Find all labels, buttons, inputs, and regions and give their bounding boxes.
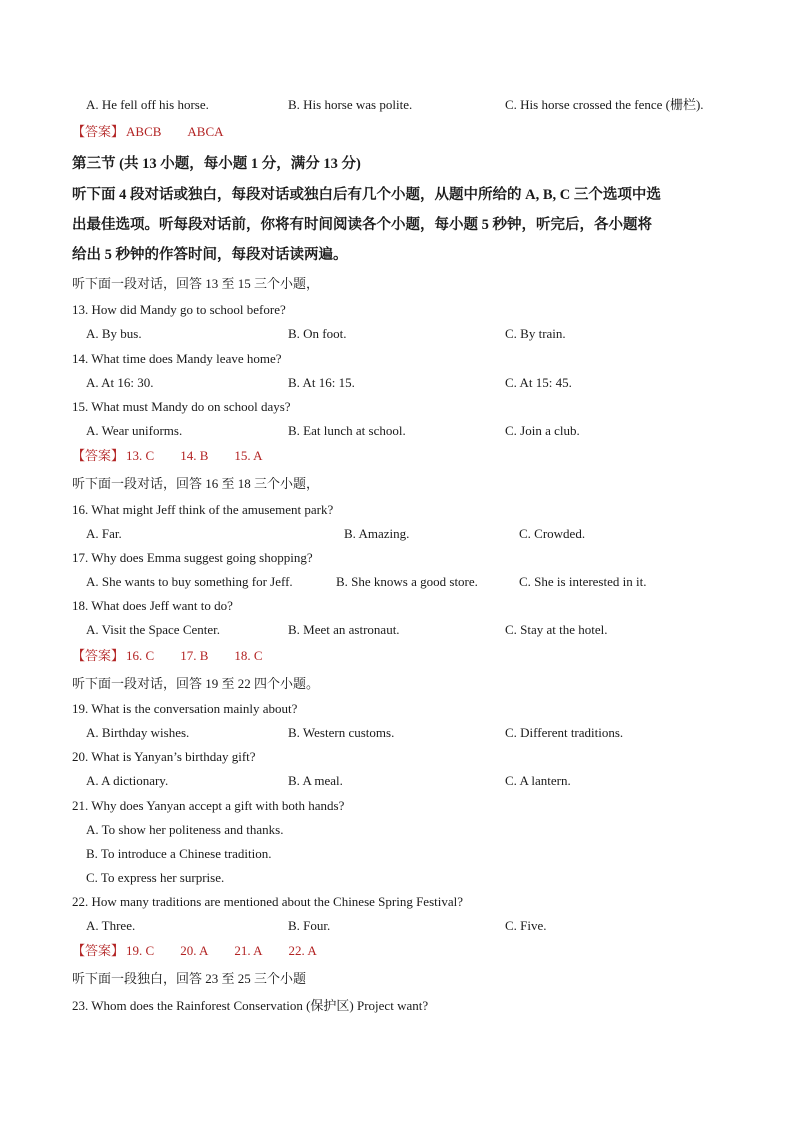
option-a: A. Visit the Space Center.	[86, 622, 221, 637]
answer-value: 18. C	[234, 648, 263, 663]
option-a: A. Wear uniforms.	[86, 423, 183, 438]
section-title: 第三节 (共 13 小题，每小题 1 分，满分 13 分)	[72, 156, 361, 172]
option-b: B. A meal.	[288, 773, 343, 788]
option-c: C. She is interested in it.	[519, 574, 647, 589]
question-18: 18. What does Jeff want to do?	[72, 598, 233, 613]
question-17: 17. Why does Emma suggest going shopping?	[72, 550, 313, 565]
option-a: A. At 16: 30.	[86, 375, 154, 390]
option-b: B. Four.	[288, 918, 331, 933]
option-a: A. Birthday wishes.	[86, 725, 190, 740]
q21-option-c: C. To express her surprise.	[86, 870, 225, 885]
monologue-intro-4: 听下面一段独白，回答 23 至 25 三个小题	[72, 971, 307, 986]
question-20: 20. What is Yanyan’s birthday gift?	[72, 749, 256, 764]
answer-value: 15. A	[234, 448, 263, 463]
option-a: A. Far.	[86, 526, 122, 541]
option-c: C. Stay at the hotel.	[505, 622, 608, 637]
option-c: C. Join a club.	[505, 423, 580, 438]
question-13: 13. How did Mandy go to school before?	[72, 302, 286, 317]
answer-value: 14. B	[180, 448, 209, 463]
option-a: A. He fell off his horse.	[86, 97, 209, 112]
option-b: B. Eat lunch at school.	[288, 423, 406, 438]
answer-line-3	[72, 647, 289, 665]
option-c: C. At 15: 45.	[505, 375, 572, 390]
dialogue-intro-1: 听下面一段对话，回答 13 至 15 三个小题，	[72, 276, 320, 291]
option-a: A. She wants to buy something for Jeff.	[86, 574, 293, 589]
option-c: C. Different traditions.	[505, 725, 624, 740]
option-c: C. By train.	[505, 326, 566, 341]
question-21: 21. Why does Yanyan accept a gift with both hands?	[72, 798, 345, 813]
question-14: 14. What time does Mandy leave home?	[72, 351, 282, 366]
instructions-line-1: 听下面 4 段对话或独白，每段对话或独白后有几个小题，从题中所给的 A, B, C 三个选项中选	[72, 187, 661, 203]
answer-value: 20. A	[180, 943, 209, 958]
option-b: B. His horse was polite.	[288, 97, 413, 112]
question-22: 22. How many traditions are mentioned about the Chinese Spring Festival?	[72, 894, 464, 909]
option-b: B. Amazing.	[344, 526, 410, 541]
answer-value: 13. C	[126, 448, 155, 463]
question-16: 16. What might Jeff think of the amusement park?	[72, 502, 334, 517]
instructions-line-2: 出最佳选项。听每段对话前，你将有时间阅读各个小题，每小题 5 秒钟，听完后，各小题将	[72, 217, 652, 233]
option-c: C. A lantern.	[505, 773, 571, 788]
option-b: B. Western customs.	[288, 725, 395, 740]
q21-option-a: A. To show her politeness and thanks.	[86, 822, 284, 837]
q21-option-b: B. To introduce a Chinese tradition.	[86, 846, 272, 861]
option-c: C. His horse crossed the fence (栅栏).	[505, 97, 704, 112]
option-b: B. She knows a good store.	[336, 574, 478, 589]
dialogue-intro-3: 听下面一段对话，回答 19 至 22 四个小题。	[72, 676, 320, 691]
answer-value: 16. C	[126, 648, 155, 663]
answer-value: 17. B	[180, 648, 209, 663]
question-23: 23. Whom does the Rainforest Conservation (保护区) Project want?	[72, 998, 429, 1013]
option-a: A. A dictionary.	[86, 773, 169, 788]
answer-tag: 【答案】	[72, 124, 125, 139]
answer-tag: 【答案】	[72, 448, 125, 463]
answer-tag: 【答案】	[72, 648, 125, 663]
option-c: C. Crowded.	[519, 526, 586, 541]
answer-line-4	[72, 942, 343, 960]
option-a: A. By bus.	[86, 326, 142, 341]
answer-value: ABCB	[126, 124, 162, 139]
answer-value: 22. A	[288, 943, 317, 958]
option-b: B. Meet an astronaut.	[288, 622, 400, 637]
instructions-line-3: 给出 5 秒钟的作答时间，每段对话读两遍。	[72, 247, 348, 263]
answer-tag: 【答案】	[72, 943, 125, 958]
option-b: B. At 16: 15.	[288, 375, 355, 390]
question-15: 15. What must Mandy do on school days?	[72, 399, 291, 414]
answer-value: 19. C	[126, 943, 155, 958]
option-a: A. Three.	[86, 918, 136, 933]
answer-value: ABCA	[187, 124, 224, 139]
option-c: C. Five.	[505, 918, 547, 933]
answer-line-1	[72, 123, 250, 141]
answer-value: 21. A	[234, 943, 263, 958]
option-b: B. On foot.	[288, 326, 347, 341]
question-19: 19. What is the conversation mainly about?	[72, 701, 298, 716]
dialogue-intro-2: 听下面一段对话，回答 16 至 18 三个小题，	[72, 476, 320, 491]
answer-line-2	[72, 447, 289, 465]
